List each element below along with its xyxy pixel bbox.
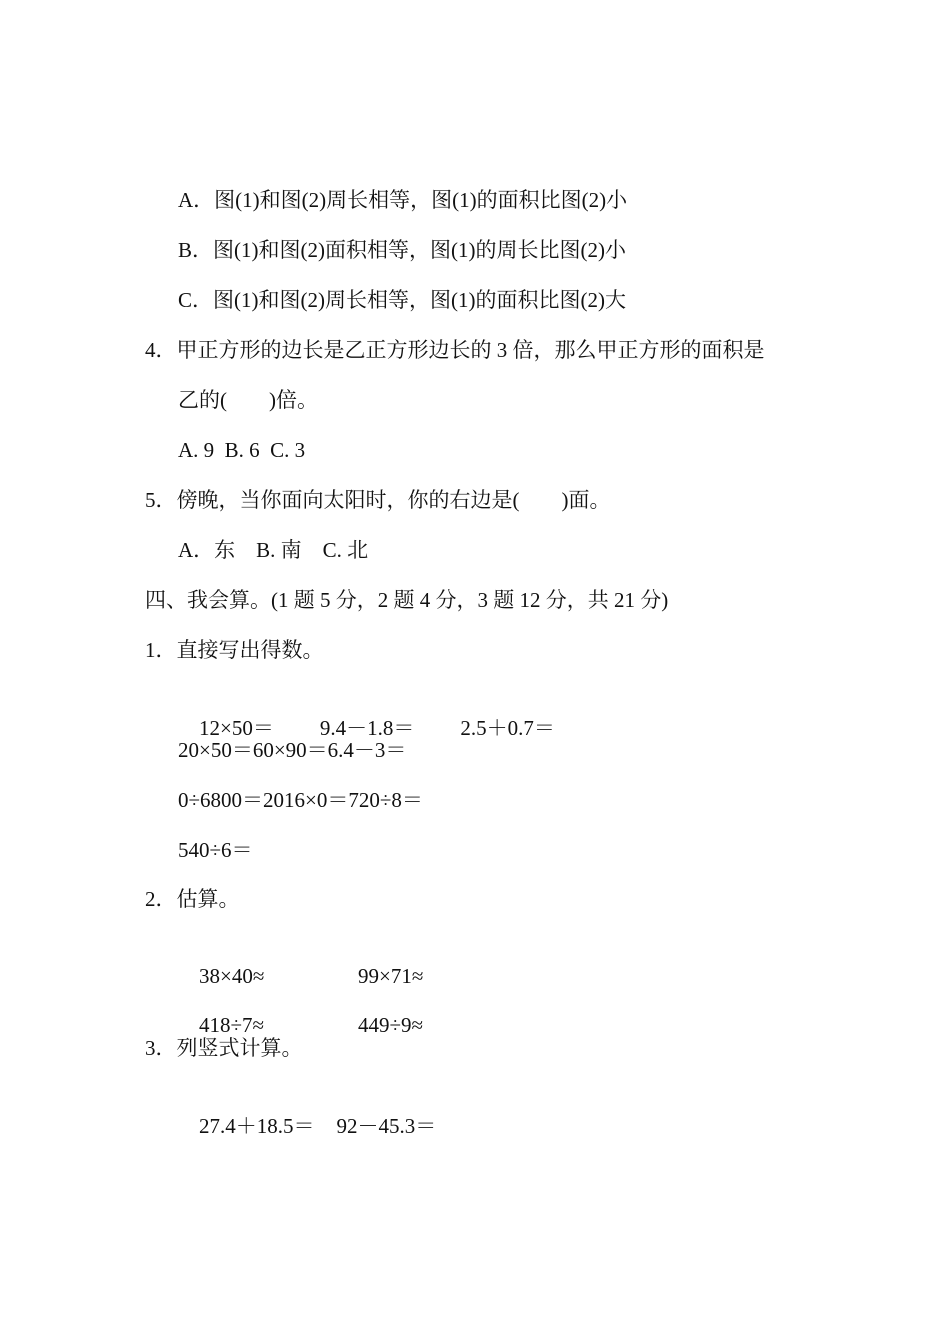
problem3-title: 3．列竖式计算。 [145,1036,303,1060]
section-heading: 四、我会算。(1 题 5 分，2 题 4 分，3 题 12 分，共 21 分) [145,588,669,612]
q3-option-a: A．图(1)和图(2)周长相等，图(1)的面积比图(2)小 [178,188,628,212]
q5-stem: 5．傍晚，当你面向太阳时，你的右边是( )面。 [145,488,611,512]
q4-options: A. 9 B. 6 C. 3 [178,438,306,462]
expr-item: 2.5＋0.7＝ [460,716,555,740]
expr-item: 9.4－1.8＝ [319,716,415,740]
expr-item: 27.4＋18.5＝ [199,1114,315,1138]
problem1-row4: 540÷6＝ [178,838,253,862]
q4-stem-line1: 4．甲正方形的边长是乙正方形边长的 3 倍，那么甲正方形的面积是 [145,338,765,362]
expr-item: 449÷9≈ [358,1013,424,1037]
expr-item: 12×50＝ [199,716,274,740]
problem1-row3: 0÷6800＝2016×0＝720÷8＝ [178,788,423,812]
problem3-row1 [178,1084,436,1168]
q4-stem-line2: 乙的( )倍。 [178,388,318,412]
expr-item: 92－45.3＝ [336,1114,437,1138]
problem1-title: 1．直接写出得数。 [145,638,324,662]
expr-item: 418÷7≈ [199,1013,265,1037]
q3-option-c: C．图(1)和图(2)周长相等，图(1)的面积比图(2)大 [178,288,626,312]
problem1-row2: 20×50＝60×90＝6.4－3＝ [178,738,407,762]
q5-options: A．东 B. 南 C. 北 [178,538,369,562]
expr-item: 38×40≈ [199,964,265,988]
q3-option-b: B．图(1)和图(2)面积相等，图(1)的周长比图(2)小 [178,238,626,262]
problem2-title: 2．估算。 [145,887,240,911]
expr-item: 99×71≈ [358,964,424,988]
